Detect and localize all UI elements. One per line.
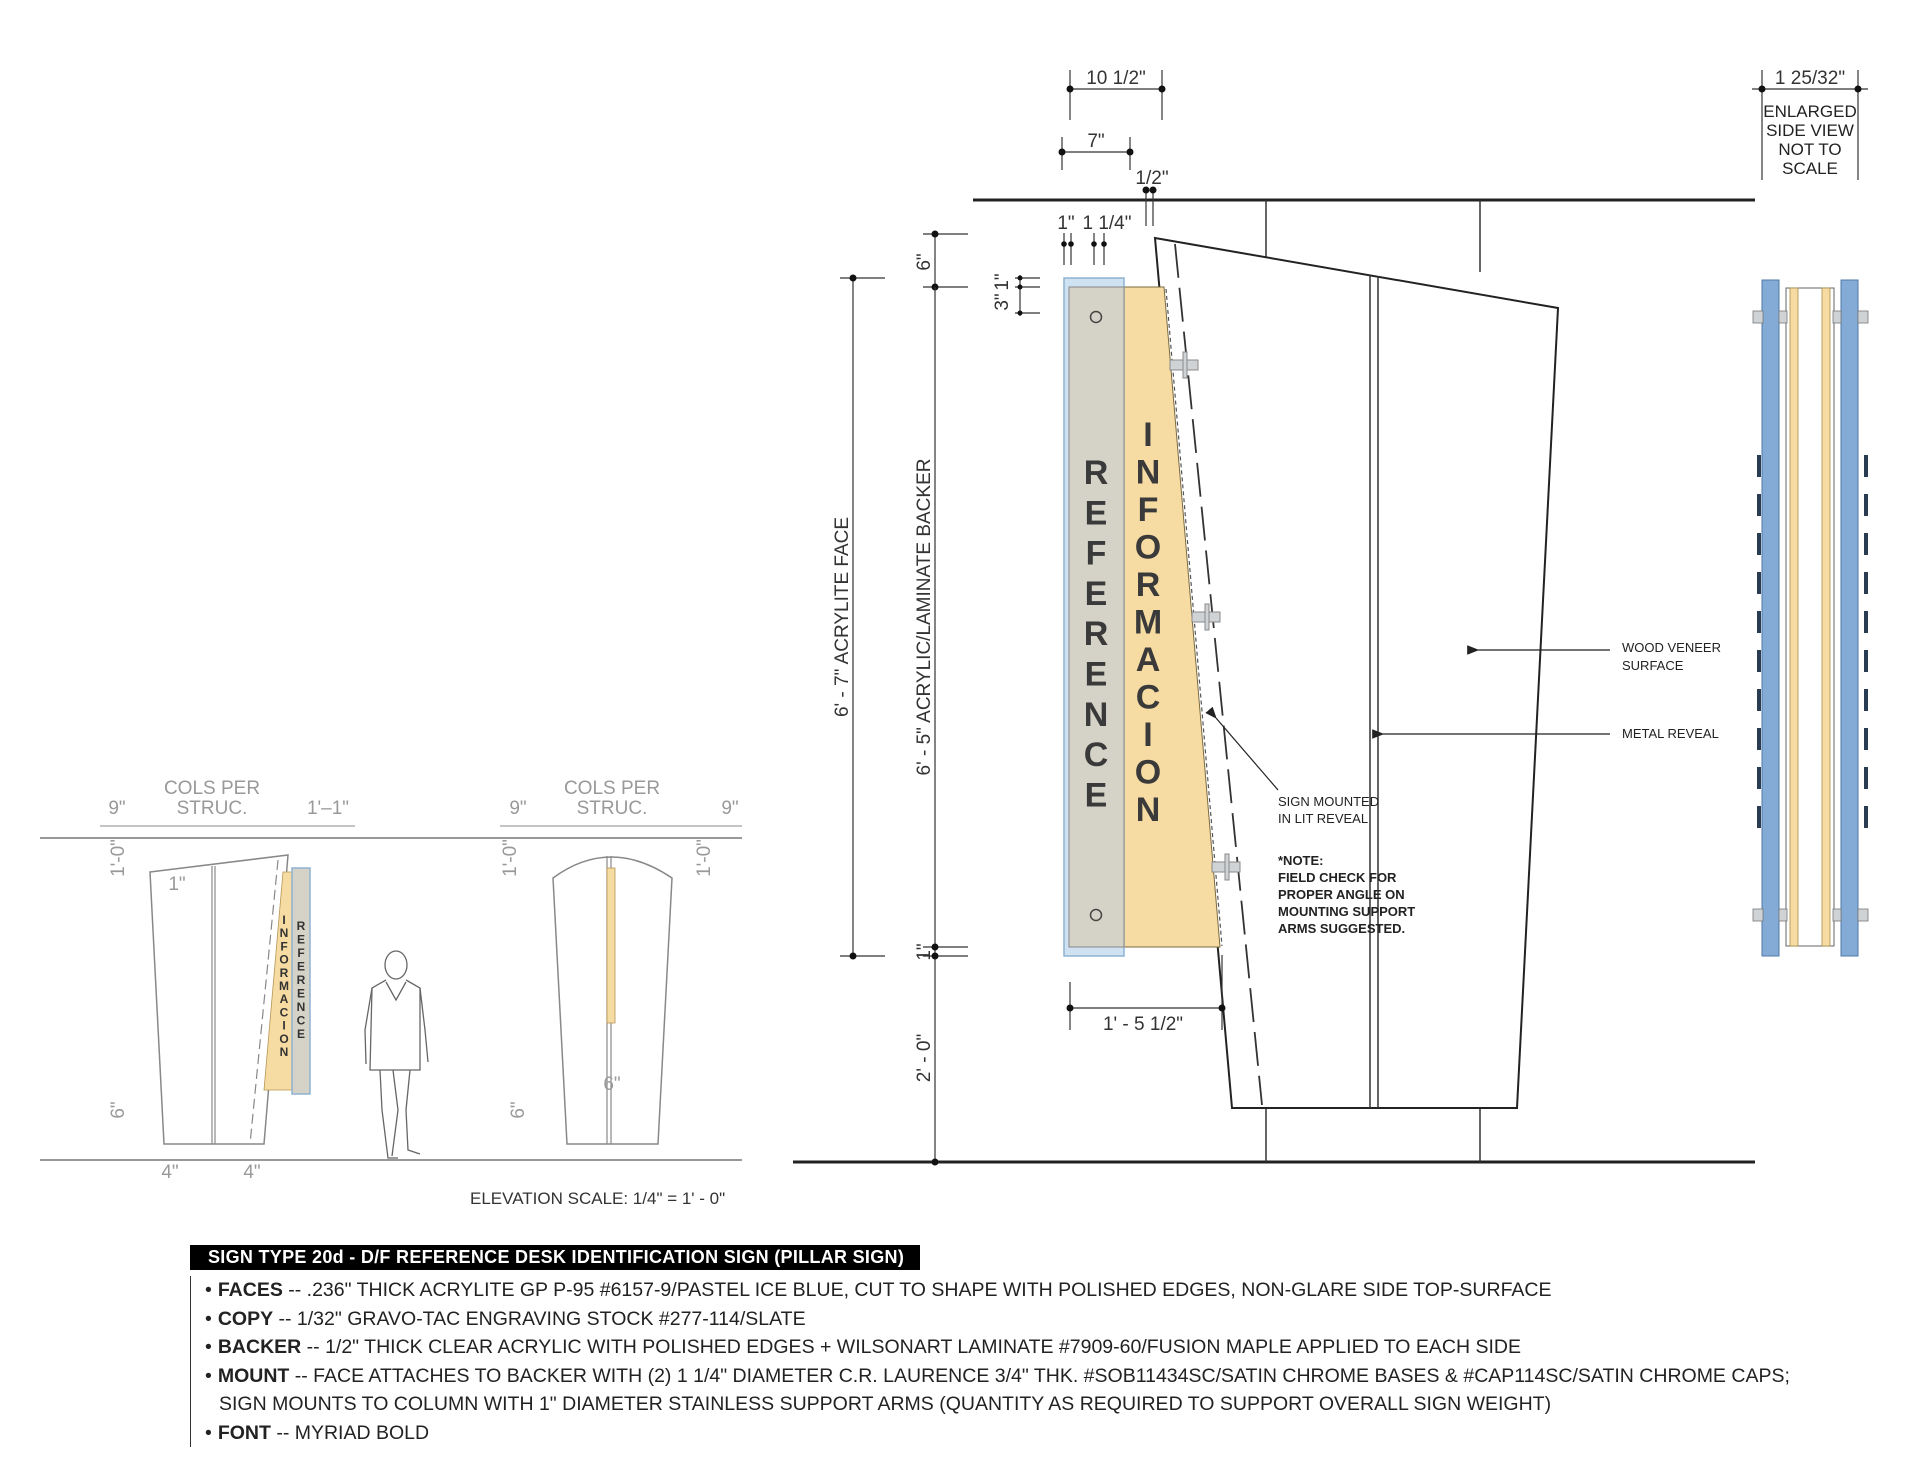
svg-text:4": 4" [243, 1162, 261, 1183]
side-mount-dash [1757, 806, 1761, 828]
svg-text:MOUNTING SUPPORT: MOUNTING SUPPORT [1278, 904, 1416, 919]
side-mount-dash [1864, 728, 1868, 750]
side-mount-dash [1757, 689, 1761, 711]
wood-veneer-line1: WOOD VENEER [1622, 640, 1721, 655]
side-mount-dash [1757, 650, 1761, 672]
face-text [1084, 454, 1109, 814]
svg-text:FIELD CHECK FOR: FIELD CHECK FOR [1278, 870, 1397, 885]
metal-reveal-label: METAL REVEAL [1622, 726, 1719, 741]
side-mount-dash [1864, 689, 1868, 711]
svg-text:STRUC.: STRUC. [176, 798, 248, 819]
side-mount-dash [1757, 767, 1761, 789]
spec-title: SIGN TYPE 20d - D/F REFERENCE DESK IDENTIFICATION SIGN (PILLAR SIGN) [190, 1245, 920, 1270]
side-mount-dash [1864, 533, 1868, 555]
svg-text:1'-0": 1'-0" [108, 839, 129, 877]
small-face-reference: R E F E R E N C E [296, 919, 306, 1041]
svg-text:SIDE VIEW: SIDE VIEW [1766, 121, 1854, 140]
dim-6-top: 6" [914, 253, 935, 271]
spec-row-copy: • COPY -- 1/32" GRAVO-TAC ENGRAVING STOCK #277-114/SLATE [205, 1307, 806, 1330]
svg-text:1": 1" [168, 874, 186, 895]
svg-text:ENLARGED: ENLARGED [1763, 102, 1857, 121]
dim-1-1-4: 1 1/4" [1082, 213, 1132, 234]
svg-text:1'-0": 1'-0" [500, 839, 521, 877]
dim-face-height: 6' - 7" ACRYLITE FACE [832, 516, 853, 718]
side-mount-dash [1864, 650, 1868, 672]
dim-10-1-2: 10 1/2" [1086, 68, 1146, 89]
small-pillar-left [150, 855, 288, 1144]
svg-text:6": 6" [508, 1101, 529, 1119]
wood-veneer-line2: SURFACE [1622, 658, 1684, 673]
spec-list [190, 1276, 1890, 1447]
spec-row-mount: • MOUNT -- FACE ATTACHES TO BACKER WITH (2) 1 1/4" DIAMETER C.R. LAURENCE 3/4" THK. #SOB11434SC/SATIN CHROME BASES & #CAP114SC/SATIN CHROME CAPS; [205, 1364, 1790, 1387]
spec-row-backer: • BACKER -- 1/2" THICK CLEAR ACRYLIC WITH POLISHED EDGES + WILSONART LAMINATE #7909-60/FUSION MAPLE APPLIED TO EACH SIDE [205, 1336, 1521, 1358]
lit-reveal-line1: SIGN MOUNTED [1278, 794, 1380, 809]
side-dim: 1 25/32" [1774, 68, 1846, 89]
dim-1-left: 1" [992, 273, 1013, 291]
svg-text:COLS PER: COLS PER [563, 778, 661, 799]
side-mount-dash [1757, 494, 1761, 516]
side-mount-dash [1864, 767, 1868, 789]
lit-reveal-line2: IN LIT REVEAL [1278, 811, 1369, 826]
dim-backer-height: 6' - 5" ACRYLIC/LAMINATE BACKER [914, 458, 935, 776]
svg-text:6": 6" [603, 1074, 621, 1095]
side-mount-dash [1757, 728, 1761, 750]
dim-7: 7" [1087, 131, 1105, 152]
svg-text:9": 9" [108, 798, 126, 819]
dim-width: 1' - 5 1/2" [1102, 1014, 1184, 1035]
side-mount-dash [1864, 611, 1868, 633]
human-figure [365, 951, 428, 1158]
side-mount-dash [1864, 455, 1868, 477]
svg-text:9": 9" [509, 798, 527, 819]
svg-text:*NOTE:: *NOTE: [1278, 853, 1324, 868]
side-view [1752, 68, 1868, 956]
svg-text:6": 6" [108, 1101, 129, 1119]
svg-text:1'-0": 1'-0" [694, 839, 715, 877]
svg-text:COLS PER: COLS PER [163, 778, 261, 799]
dim-base: 2' - 0" [914, 1033, 935, 1083]
backer-text [1134, 416, 1162, 829]
svg-text:ARMS SUGGESTED.: ARMS SUGGESTED. [1278, 921, 1406, 936]
pillar [1155, 238, 1558, 1108]
small-backer-informacion: I N F O R M A C I O N [279, 913, 289, 1059]
elevation-scale-note: ELEVATION SCALE: 1/4" = 1' - 0" [470, 1189, 726, 1208]
backer-text-informacion: I N F O R M A C I O N [1133, 416, 1163, 829]
main-elevation [793, 68, 1755, 1166]
side-face-right [1841, 280, 1858, 956]
svg-text:9": 9" [721, 798, 739, 819]
small-face-text [297, 919, 306, 1041]
small-elevations [40, 778, 742, 1208]
side-face-left [1762, 280, 1779, 956]
dim-1-bottom: 1" [914, 943, 935, 961]
svg-text:NOT TO: NOT TO [1778, 140, 1842, 159]
side-mount-dash [1864, 572, 1868, 594]
side-mount-dash [1757, 572, 1761, 594]
side-mount-dash [1864, 494, 1868, 516]
spec-row-faces: • FACES -- .236" THICK ACRYLITE GP P-95 #6157-9/PASTEL ICE BLUE, CUT TO SHAPE WITH POLISHED EDGES, NON-GLARE SIDE TOP-SURFACE [205, 1279, 1552, 1301]
svg-text:STRUC.: STRUC. [576, 798, 648, 819]
svg-text:PROPER ANGLE ON: PROPER ANGLE ON [1278, 887, 1405, 902]
small-backer-text [279, 913, 289, 1059]
spec-row-mount-cont: SIGN MOUNTS TO COLUMN WITH 1" DIAMETER STAINLESS SUPPORT ARMS (QUANTITY AS REQUIRED TO SUPPORT OVERALL SIGN WEIGHT) [219, 1393, 1552, 1415]
side-mount-dash [1757, 455, 1761, 477]
spec-block [190, 1245, 1890, 1447]
spec-row-font: • FONT -- MYRIAD BOLD [205, 1421, 430, 1444]
svg-text:4": 4" [161, 1162, 179, 1183]
svg-text:SCALE: SCALE [1782, 159, 1838, 178]
side-mount-dash [1757, 611, 1761, 633]
dim-1-2: 1/2" [1135, 168, 1169, 189]
face-text-reference: R E F E R E N C E [1083, 454, 1109, 815]
dim-3: 3" [992, 293, 1013, 311]
side-mount-dash [1757, 533, 1761, 555]
side-mount-dash [1864, 806, 1868, 828]
dim-1: 1" [1057, 213, 1075, 234]
svg-text:1'–1": 1'–1" [306, 798, 350, 819]
